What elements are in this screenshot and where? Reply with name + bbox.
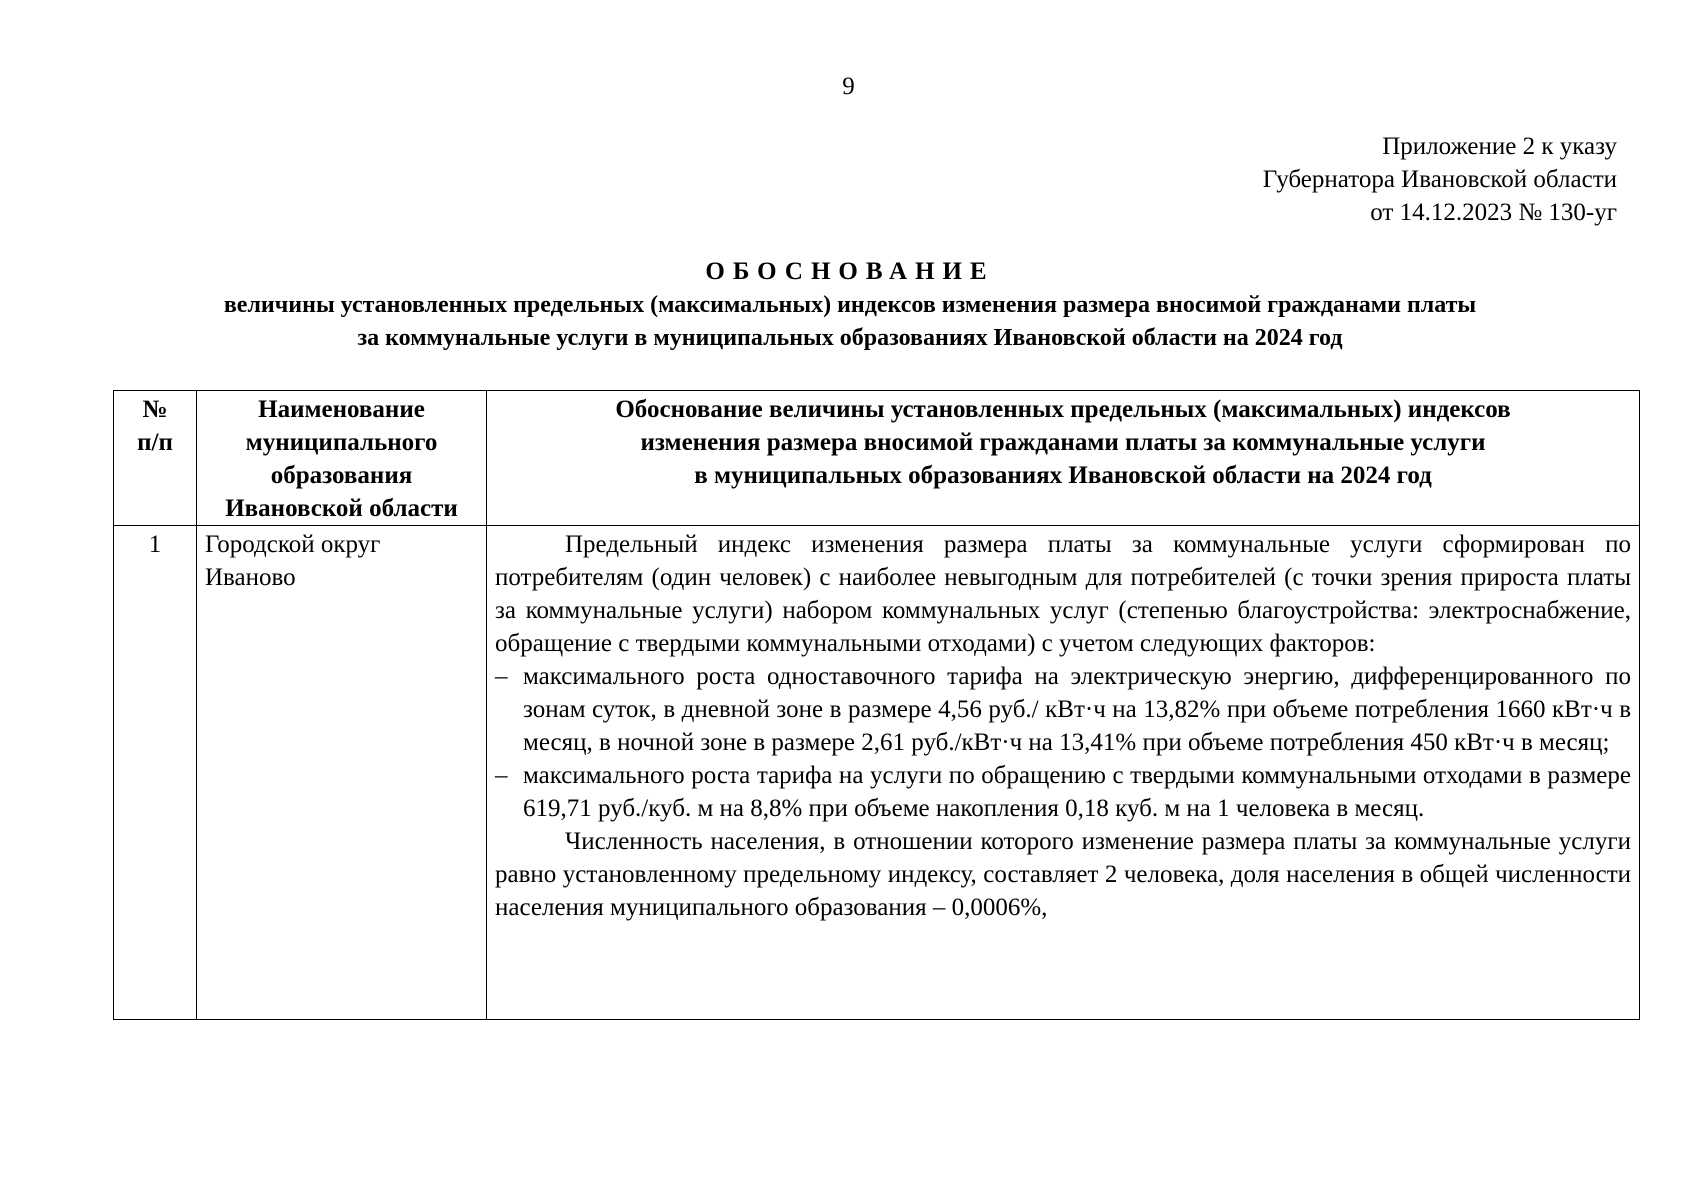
row-municipality-line-2: Иваново — [205, 564, 296, 591]
justification-bullet-2-text: максимального роста тарифа на услуги по обращению с твердыми коммунальными отходами в размере 619,71 руб./куб. м на 8,8% при объеме накопления 0,18 куб. м на 1 человека в месяц. — [523, 762, 1631, 822]
header-justification-line-2: изменения размера вносимой гражданами платы за коммунальные услуги — [640, 429, 1486, 456]
appendix-reference — [1263, 130, 1617, 229]
header-justification — [487, 391, 1640, 526]
document-subtitle-line-2: за коммунальные услуги в муниципальных образованиях Ивановской области на 2024 год — [357, 325, 1343, 351]
header-number-line-1: № — [142, 396, 168, 423]
bullet-dash-icon: – — [495, 762, 508, 789]
document-heading — [80, 255, 1620, 355]
appendix-line-1: Приложение 2 к указу — [1382, 133, 1617, 160]
page-number: 9 — [842, 73, 855, 100]
row-municipality-line-1: Городской округ — [205, 531, 381, 558]
row-number: 1 — [114, 526, 197, 1020]
bullet-dash-icon: – — [495, 663, 508, 690]
table-row — [114, 526, 1640, 1020]
justification-bullet-1-text: максимального роста одноставочного тарифа на электрическую энергию, дифференцированного по зонам суток, в дневной зоне в размере 4,56 руб./ кВт·ч на 13,82% при объеме потребления 1660 кВт·ч в месяц, в ночной зоне в размере 2,61 руб./кВт·ч на 13,41% при объеме потребления 450 кВт·ч в месяц; — [523, 663, 1631, 756]
header-municipality-line-1: Наименование — [258, 396, 425, 423]
header-number-line-2: п/п — [137, 429, 173, 456]
header-justification-line-3: в муниципальных образованиях Ивановской области на 2024 год — [694, 462, 1432, 489]
justification-bullet-2 — [487, 759, 1631, 825]
header-municipality-line-4: Ивановской области — [225, 495, 458, 522]
appendix-line-2: Губернатора Ивановской области — [1262, 166, 1617, 193]
header-municipality-line-2: муниципального — [245, 429, 438, 456]
header-justification-line-1: Обоснование величины установленных предельных (максимальных) индексов — [615, 396, 1511, 423]
row-municipality — [197, 526, 487, 1020]
appendix-line-3: от 14.12.2023 № 130-уг — [1370, 199, 1617, 226]
justification-bullet-1 — [487, 660, 1631, 759]
table-header-row — [114, 391, 1640, 526]
row-justification — [487, 526, 1640, 1020]
document-subtitle-line-1: величины установленных предельных (максимальных) индексов изменения размера вносимой гражданами платы — [223, 292, 1477, 318]
header-number — [114, 391, 197, 526]
header-municipality-line-3: образования — [270, 462, 413, 489]
justification-paragraph-1: Предельный индекс изменения размера платы за коммунальные услуги сформирован по потребителям (один человек) с наиболее невыгодным для потребителей (с точки зрения прироста платы за коммунальные услуги) набором коммунальных услуг (степенью благоустройства: электроснабжение, обращение с твердыми коммунальными отходами) с учетом следующих факторов: — [495, 531, 1631, 657]
justification-paragraph-2: Численность населения, в отношении которого изменение размера платы за коммунальные услуги равно установленному предельному индексу, составляет 2 человека, доля населения в общей численности населения муниципального образования – 0,0006%, — [495, 828, 1631, 921]
header-municipality — [197, 391, 487, 526]
justification-table — [113, 390, 1640, 1020]
document-title: ОБОСНОВАНИЕ — [705, 258, 995, 285]
